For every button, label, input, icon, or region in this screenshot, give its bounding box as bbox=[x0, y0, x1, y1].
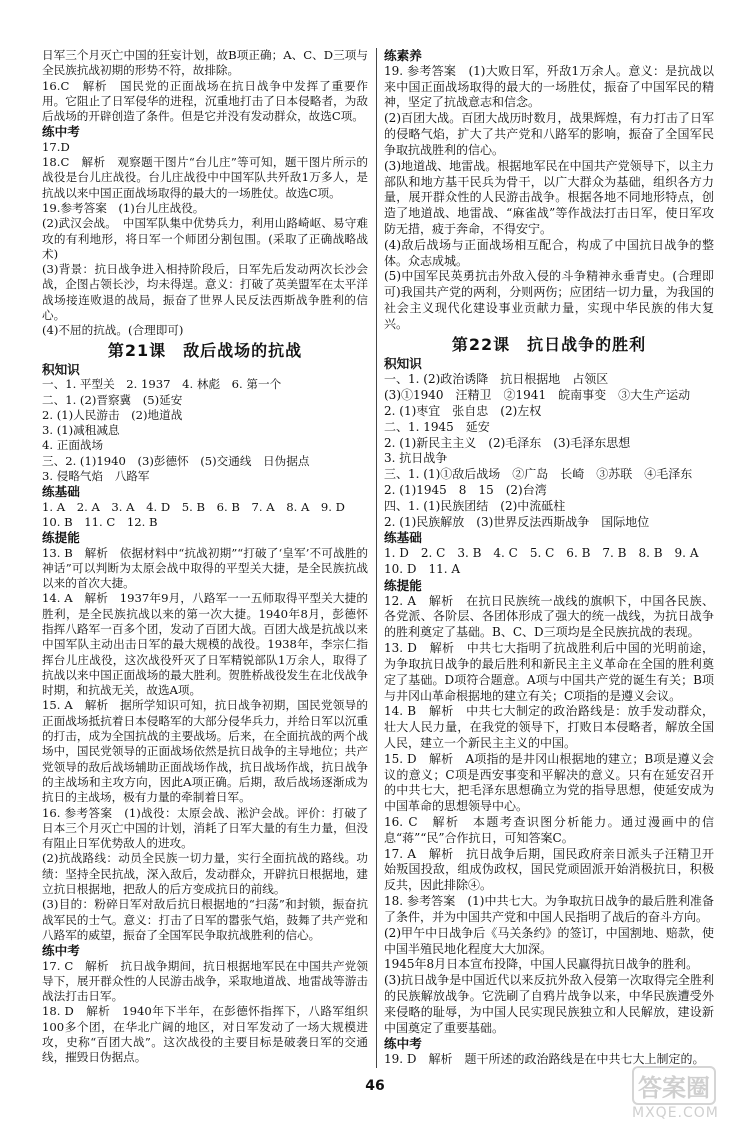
answer-line: 三、1. (1)①敌后战场 ②广岛 长崎 ③苏联 ④毛泽东 bbox=[384, 467, 693, 482]
answer-line: 2. (1)1945 8 15 (2)台湾 bbox=[384, 482, 547, 497]
answer-line: 2. (1)枣宜 张自忠 (2)左权 bbox=[384, 403, 542, 418]
answer-line: 18.C 解析 观察题干图片“台儿庄”等可知，题干图片所示的战役是台儿庄战役。台儿庄战役中中国军队共歼敌1万多人，是抗战以来中国正面战场取得的最大的一场胜仗。故选C项。 bbox=[42, 155, 368, 200]
answer-line: 17.D bbox=[42, 139, 70, 154]
answer-line: 二、1. (2)晋察冀 (5)延安 bbox=[42, 392, 183, 407]
answer-line: (2)甲午中日战争后《马关条约》的签订，中国割地、赔款，使中国半殖民地化程度大大加深。 bbox=[384, 925, 714, 956]
answer-line: 18. D 解析 1940年下半年，在彭德怀指挥下，八路军组织100多个团，在华北广阔的地区，对日军发动了一场大规模进攻，史称“百团大战”。这次战役的主要目标是破袭日军的交通线，摧毁日伪据点。 bbox=[42, 1004, 368, 1065]
column-divider bbox=[376, 48, 377, 1068]
section-heading: 练素养 bbox=[384, 48, 422, 63]
answer-line: 16. C 解析 本题考查识图分析能力。通过漫画中的信息“蒋”“民”合作抗日，可知答案C。 bbox=[384, 815, 714, 845]
answer-line: 19.参考答案 (1)台儿庄战役。 bbox=[42, 200, 205, 215]
answer-line: 13. D 解析 中共七大指明了抗战胜利后中国的光明前途，为争取抗日战争的最后胜利和新民主主义革命在全国的胜利奠定了基础。D项符合题意。A项与中国共产党的诞生有关；B项与井冈山革命根据地的建立有关；C项指的是遵义会议。 bbox=[384, 641, 714, 703]
right-column bbox=[384, 48, 714, 1068]
answer-line: (2)抗战路线：动员全民族一切力量，实行全面抗战的路线。功绩：坚持全民抗战，深入敌后，发动群众，开辟抗日根据地，建立抗日根据地，把敌人的后方变成抗日的前线。 bbox=[42, 851, 368, 897]
answer-line: 3. 侵略气焰 八路军 bbox=[42, 469, 150, 484]
section-heading: 练基础 bbox=[42, 484, 80, 500]
page-number: 46 bbox=[365, 1078, 385, 1094]
section-heading: 练基础 bbox=[384, 530, 422, 546]
section-heading: 练中考 bbox=[42, 943, 80, 959]
answer-line: 2. (1)新民主主义 (2)毛泽东 (3)毛泽东思想 bbox=[384, 435, 631, 450]
answer-line: 18. 参考答案 (1)中共七大。为争取抗日战争的最后胜利准备了条件，并为中国共产党和中国人民指明了战后的奋斗方向。 bbox=[384, 894, 714, 924]
answer-line: 16. 参考答案 (1)战役：太原会战、淞沪会战。评价：打破了日本三个月灭亡中国的计划，消耗了日军大量的有生力量，但没有阻止日军优势敌人的进攻。 bbox=[42, 805, 368, 851]
section-heading: 练中考 bbox=[42, 124, 80, 140]
answer-line: (3)地道战、地雷战。根据地军民在中国共产党领导下，以主力部队和地方基干民兵为骨干，以广大群众为基础，组织各方力量，展开群众性的人民游击战争。根据各地不同地形特点，创造了地道战、地雷战、“麻雀战”等作战法打击日军，使日军攻防无措，疲于奔命，不得安宁。 bbox=[384, 158, 714, 236]
answer-line: 17. A 解析 抗日战争后期，国民政府亲日派头子汪精卫开始叛国投敌，组成伪政权，国民党顽固派开始消极抗日，积极反共，因此排除④。 bbox=[384, 846, 714, 893]
answer-line: (5)中国军民英勇抗击外敌入侵的斗争精神永垂青史。(合理即可)我国共产党的两利，分则两伤；应团结一切力量，为我国的社会主义现代化建设事业贡献力量，实现中华民族的伟大复兴。 bbox=[384, 269, 714, 331]
answer-line: 日军三个月灭亡中国的狂妄计划，故B项正确；A、C、D三项与全民族抗战初期的形势不符，故排除。 bbox=[42, 48, 368, 78]
answer-line: 二、1. 1945 延安 bbox=[384, 419, 490, 434]
answer-line: (3)目的：粉碎日军对敌后抗日根据地的“扫荡”和封锁，振奋抗战军民的士气。意义：打击了日军的嚣张气焰，鼓舞了共产党和八路军的威望，振奋了全国军民争取抗战胜利的信心。 bbox=[42, 897, 368, 942]
answer-line: (3)①1940 汪精卫 ②1941 皖南事变 ③大生产运动 bbox=[384, 388, 691, 403]
answer-line: 3. 抗日战争 bbox=[384, 451, 448, 466]
answer-line: 15. D 解析 A项指的是井冈山根据地的建立；B项是遵义会议的意义；C项是西安事变和平解决的意义。只有在延安召开的中共七大，把毛泽东思想确立为党的指导思想，使延安成为中国革命的思想领导中心。 bbox=[384, 751, 714, 814]
watermark-url: MXQE.COM bbox=[632, 1105, 719, 1121]
answer-line: (3)背景：抗日战争进入相持阶段后，日军先后发动两次长沙会战，企图占领长沙，均未得逞。意义：打破了英美盟军在太平洋战场接连败退的战局，振奋了世界人民反法西斯战争胜利的信心。 bbox=[42, 262, 368, 323]
watermark-logo bbox=[632, 1066, 744, 1121]
answer-line: 16.C 解析 国民党的正面战场在抗日战争中发挥了重要作用。它阻止了日军侵华的进程，沉重地打击了日本侵略者，为敌后战场的开辟创造了条件。但是它并没有发动群众，故选C项。 bbox=[42, 78, 368, 124]
answer-line: (3)抗日战争是中国近代以来反抗外敌入侵第一次取得完全胜利的民族解放战争。它洗刷了自鸦片战争以来，中华民族遭受外来侵略的耻辱，为中国人民实现民族独立和人民解放，建设新中国奠定了重要基础。 bbox=[384, 973, 714, 1035]
answer-line: 19. D 解析 题干所述的政治路线是在中共七大上制定的。 bbox=[384, 1052, 705, 1067]
answer-line: 一、1. (2)政治诱降 抗日根据地 占领区 bbox=[384, 372, 609, 387]
answer-line: (4)敌后战场与正面战场相互配合，构成了中国抗日战争的整体。众志成城。 bbox=[384, 237, 714, 268]
answer-line: 17. C 解析 抗日战争期间，抗日根据地军民在中国共产党领导下，展开群众性的人民游击战争，采取地道战、地雷战等游击战法打击日军。 bbox=[42, 958, 368, 1004]
lesson-title: 第22课 抗日战争的胜利 bbox=[451, 334, 647, 354]
answer-line: 12. A 解析 在抗日民族统一战线的旗帜下，中国各民族、各党派、各阶层、各团体形成了强大的统一战线，为抗日战争的胜利奠定了基础。B、C、D三项均是全民族抗战的表现。 bbox=[384, 593, 714, 640]
answer-line: 19. 参考答案 (1)大败日军，歼敌1万余人。意义：是抗战以来中国正面战场取得的最大的一场胜仗，振奋了中国军民的精神，坚定了抗战意志和信念。 bbox=[384, 63, 714, 110]
section-heading: 积知识 bbox=[384, 356, 422, 372]
section-heading: 练中考 bbox=[384, 1036, 422, 1052]
answer-line: 一、1. 平型关 2. 1937 4. 林彪 6. 第一个 bbox=[42, 377, 282, 392]
answer-line: 4. 正面战场 bbox=[42, 438, 104, 453]
answer-line: 2. (1)人民游击 (2)地道战 bbox=[42, 407, 183, 422]
answer-line: 14. A 解析 1937年9月，八路军一一五师取得平型关大捷的胜利，是全民族抗战以来的第一次大捷。1940年8月，彭德怀指挥八路军一百多个团，发动了百团大战。百团大战是抗战以来中国军队主动出击日军的最大规模的战役。1938年，李宗仁指挥台儿庄战役，这次战役歼灭了日军精锐部队1万余人，取得了抗战以来中国正面战场的最大胜利。贺胜桥战役发生在北伐战争时期，和抗战无关，故选A项。 bbox=[42, 591, 368, 698]
left-column bbox=[42, 48, 368, 1066]
answer-line: 1. D 2. C 3. B 4. C 5. C 6. B 7. B 8. B 9. A bbox=[384, 546, 699, 561]
answer-line: (2)武汉会战。 中国军队集中优势兵力，利用山路崎岖、易守难攻的有利地形，将日军一个师团分割包围。(采取了正确战略战术) bbox=[42, 216, 368, 261]
answer-line: 1945年8月日本宣布投降，中国人民赢得抗日战争的胜利。 bbox=[384, 957, 699, 972]
lesson-title: 第21课 敌后战场的抗战 bbox=[107, 340, 303, 360]
answer-line: 10. B 11. C 12. B bbox=[42, 514, 158, 529]
answer-line: 15. A 解析 据所学知识可知，抗日战争初期，国民党领导的正面战场抵抗着日本侵略军的大部分侵华兵力，并给日军以沉重的打击，成为全国抗战的主要战场。后来，在全面抗战的两个战场中，国民党领导的正面战场依然是抗日战争的主导地位；共产党领导的敌后战场辅助正面战场作战，抗日战场作战，抗日战争的主战场和主攻方向，因此A项正确。后期，敌后战场逐渐成为抗日的主战场，极有力量的牵制着日军。 bbox=[42, 698, 368, 805]
answer-line: 10. D 11. A bbox=[384, 562, 461, 576]
answer-line: 2. (1)民族解放 (3)世界反法西斯战争 国际地位 bbox=[384, 514, 650, 529]
answer-line: (2)百团大战。百团大战历时数月，战果辉煌，有力打击了日军的侵略气焰，扩大了共产党和八路军的影响，振奋了全国军民争取抗战胜利的信心。 bbox=[384, 111, 714, 157]
answer-line: 四、1. (1)民族团结 (2)中流砥柱 bbox=[384, 498, 566, 513]
section-heading: 积知识 bbox=[42, 361, 80, 377]
answer-line: (4)不屈的抗战。(合理即可) bbox=[42, 323, 184, 338]
answer-line: 3. (1)减租减息 bbox=[42, 423, 120, 438]
answer-line: 14. B 解析 中共七大制定的政治路线是：放手发动群众，壮大人民力量，在我党的领导下，打败日本侵略者，解放全国人民，建立一个新民主主义的中国。 bbox=[384, 704, 714, 750]
section-heading: 练提能 bbox=[384, 577, 422, 593]
section-heading: 练提能 bbox=[42, 530, 80, 546]
answer-line: 三、2. (1)1940 (3)彭德怀 (5)交通线 日伪据点 bbox=[42, 453, 310, 468]
answer-line: 13. B 解析 依据材料中“抗战初期”“打破了‘皇军’不可战胜的神话”可以判断为太原会战中取得的平型关大捷，是全民族抗战以来的首次大捷。 bbox=[42, 545, 368, 591]
answer-line: 1. A 2. A 3. A 4. D 5. B 6. B 7. A 8. A 9. D bbox=[42, 499, 345, 514]
watermark-title: 答案圈 bbox=[632, 1066, 716, 1105]
